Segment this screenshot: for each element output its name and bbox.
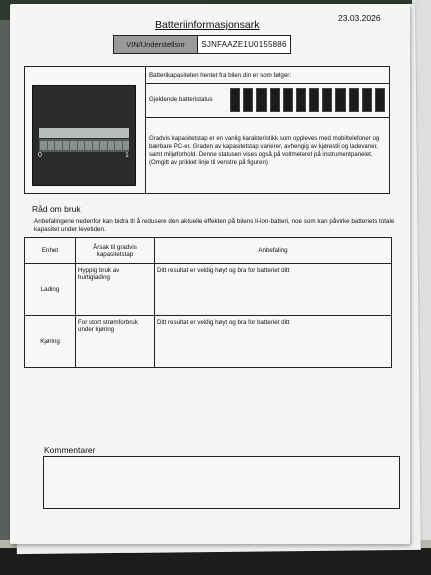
status-bar-segment xyxy=(283,88,293,112)
status-bar-segment xyxy=(309,88,319,112)
gauge-strip xyxy=(39,139,129,152)
comments-box xyxy=(43,456,400,509)
advice-intro: Anbefalingene nedenfor kan bidra til å redusere den aktuelle effekten på bilens li-ion-batteri, noe som kan påvirke batteriets totale kapasitet under levetiden. xyxy=(34,218,395,233)
row-unit: Lading xyxy=(25,264,76,316)
status-bar-segment xyxy=(243,88,253,112)
current-status-row xyxy=(146,84,390,118)
advice-section-title: Råd om bruk xyxy=(32,204,81,214)
status-bar-segment xyxy=(349,88,359,112)
gauge-min-label: 0 xyxy=(38,152,42,159)
column-header-recommendation: Anbefaling xyxy=(155,238,392,264)
document-page xyxy=(10,4,410,544)
gauge-segment xyxy=(115,141,122,150)
status-bar-segment xyxy=(256,88,266,112)
comments-label: Kommentarer xyxy=(44,445,96,455)
row-cause: For stort strømforbruk under kjøring xyxy=(76,316,155,368)
status-bar-segment xyxy=(230,88,240,112)
status-bar-segment xyxy=(296,88,306,112)
document-title: Batteriinformasjonsark xyxy=(155,19,260,31)
column-header-unit: Enhet xyxy=(25,238,76,264)
gauge-segment xyxy=(108,141,115,150)
current-status-label: Gjeldende batteristatus xyxy=(149,96,213,103)
gauge-max-label: 1 xyxy=(125,152,129,159)
gauge-segment xyxy=(63,141,70,150)
gauge-segment xyxy=(93,141,100,150)
gauge-segment xyxy=(70,141,77,150)
vin-label: VIN/Understellsnr xyxy=(114,36,198,53)
status-description: Gradvis kapasitetstap er en vanlig karakteristikk som oppleves med mobiltelefoner og bærbare PC-er. Graden av kapasitetstap varierer, avhengig av kjørestil og ladevaner, samt miljøforhold. Denne statusen vises også på voltmeteret på instrumentpanelet. (Omgitt av prikket linje til venstre på figuren) xyxy=(149,135,380,166)
gauge-segment xyxy=(78,141,85,150)
battery-status-bars xyxy=(230,88,385,113)
gauge-segment xyxy=(40,141,47,150)
status-bar-segment xyxy=(375,88,385,112)
status-info-column xyxy=(145,67,390,193)
vin-value: SJNFAAZE1U0155886 xyxy=(198,36,290,53)
row-cause: Hyppig bruk av hurtiglading xyxy=(76,264,155,316)
document-date: 23.03.2026 xyxy=(338,13,381,23)
gauge-segment xyxy=(55,141,62,150)
status-bar-segment xyxy=(362,88,372,112)
advice-table-header xyxy=(25,238,392,264)
vin-field xyxy=(113,35,291,54)
status-bar-segment xyxy=(335,88,345,112)
gauge-segment xyxy=(100,141,107,150)
status-box xyxy=(24,66,390,194)
gauge-highlight xyxy=(39,128,129,138)
status-bar-segment xyxy=(322,88,332,112)
row-recommendation: Ditt resultat er veldig høyt og bra for batteriet ditt xyxy=(155,264,392,316)
status-source-text: Batterikapasiteten hentet fra bilen din er som følger: xyxy=(146,67,390,84)
gauge-segment xyxy=(48,141,55,150)
row-unit: Kjøring xyxy=(25,316,76,368)
column-header-cause: Årsak til gradvis kapasitetstap xyxy=(76,238,155,264)
status-bar-segment xyxy=(270,88,280,112)
table-row xyxy=(25,264,392,316)
row-recommendation: Ditt resultat er veldig høyt og bra for batteriet ditt xyxy=(155,316,392,368)
advice-table xyxy=(24,237,392,368)
gauge-segment xyxy=(123,141,130,150)
table-row xyxy=(25,316,392,368)
gauge-segment xyxy=(85,141,92,150)
battery-gauge-photo xyxy=(32,85,136,186)
